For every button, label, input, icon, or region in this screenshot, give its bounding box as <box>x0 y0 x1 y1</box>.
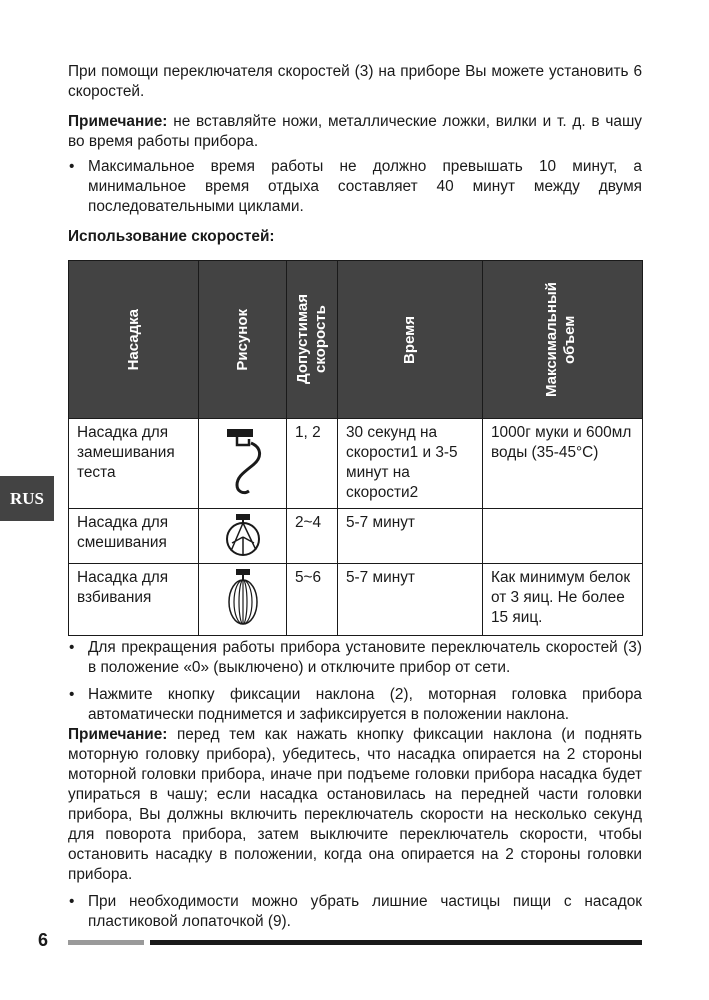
cell-attachment: Насадка для взбивания <box>69 564 199 636</box>
cell-attachment: Насадка для смешивания <box>69 509 199 564</box>
dough-hook-icon <box>213 423 273 499</box>
cell-time: 30 секунд на скорости1 и 3-5 минут на скорости2 <box>338 419 483 509</box>
bullet-symbol: • <box>69 686 75 703</box>
page-number: 6 <box>38 930 49 950</box>
whisk-icon <box>221 568 265 630</box>
bullet-text: Максимальное время работы не должно превышать 10 минут, а минимальное время отдыха составляет 40 минут между двумя последовательными циклами. <box>88 158 642 215</box>
note-text: перед тем как нажать кнопку фиксации наклона (и поднять моторную головку прибора), убедитесь, что насадка опирается на 2 стороны моторной головки прибора, иначе при подъеме головки прибора насадка будет упираться в чашу; если насадка остановилась на передней части головки прибора, Вы должны включить переключатель скорости на несколько секунд для поворота прибора, затем выключите переключатель скорости, чтобы остановить насадку в положении, когда она опирается на 2 стороны головки прибора. <box>68 726 642 883</box>
table-heading: Использование скоростей: <box>68 228 275 245</box>
footer-bar-grey <box>68 940 144 945</box>
note-label: Примечание: <box>68 726 168 743</box>
cell-time: 5-7 минут <box>338 564 483 636</box>
cell-picture <box>199 564 287 636</box>
note-label: Примечание: <box>68 113 168 130</box>
cell-max: 1000г муки и 600мл воды (35-45°C) <box>483 419 643 509</box>
mixing-beater-icon <box>218 513 268 559</box>
bullet-item <box>68 638 642 678</box>
bullet-symbol: • <box>69 639 75 656</box>
header-picture: Рисунок <box>199 261 287 419</box>
bullet-item <box>68 157 642 217</box>
language-tab-label: RUS <box>9 488 44 508</box>
header-speed: Допустимая скорость <box>287 261 338 419</box>
cell-picture <box>199 509 287 564</box>
cell-max: Как минимум белок от 3 яиц. Не более 15 яиц. <box>483 564 643 636</box>
intro-paragraph: При помощи переключателя скоростей (3) на приборе Вы можете установить 6 скоростей. <box>68 63 642 100</box>
speed-usage-table <box>68 260 643 636</box>
cell-speed: 2~4 <box>287 509 338 564</box>
cell-attachment: Насадка для замешивания теста <box>69 419 199 509</box>
bullet-text: При необходимости можно убрать лишние частицы пищи с насадок пластиковой лопаточкой (9). <box>88 893 642 930</box>
cell-time: 5-7 минут <box>338 509 483 564</box>
cell-picture <box>199 419 287 509</box>
cell-speed: 5~6 <box>287 564 338 636</box>
note-paragraph-2 <box>68 725 642 885</box>
bullet-text: Для прекращения работы прибора установите переключатель скоростей (3) в положение «0» (выключено) и отключите прибор от сети. <box>88 639 642 676</box>
table-row <box>69 564 643 636</box>
bullet-item <box>68 685 642 725</box>
page-content <box>68 62 642 932</box>
header-max-volume: Максимальный объем <box>483 261 643 419</box>
table-row <box>69 419 643 509</box>
header-attachment: Насадка <box>69 261 199 419</box>
table-row <box>69 509 643 564</box>
bullet-symbol: • <box>69 893 75 910</box>
bullet-item <box>68 892 642 932</box>
cell-speed: 1, 2 <box>287 419 338 509</box>
bullet-text: Нажмите кнопку фиксации наклона (2), моторная головка прибора автоматически поднимется и зафиксируется в положении наклона. <box>88 686 642 723</box>
table-header-row <box>69 261 643 419</box>
language-tab <box>0 476 54 521</box>
note-text: не вставляйте ножи, металлические ложки, вилки и т. д. в чашу во время работы прибора. <box>68 113 642 150</box>
note-paragraph-1 <box>68 112 642 152</box>
cell-max <box>483 509 643 564</box>
header-time: Время <box>338 261 483 419</box>
bullet-symbol: • <box>69 158 75 175</box>
footer-bar-black <box>150 940 642 945</box>
